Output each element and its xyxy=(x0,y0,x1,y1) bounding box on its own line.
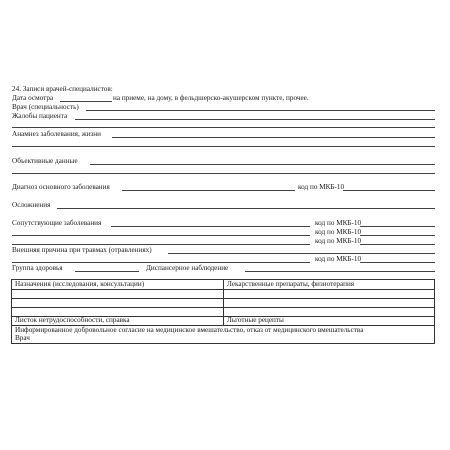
icd-code-line-comorbid-3[interactable] xyxy=(360,244,435,245)
doctor-specialty-label: Врач (специальность) xyxy=(12,103,79,111)
comorbid-label: Сопутствующие заболевания xyxy=(12,219,102,227)
comorbid-line-1[interactable] xyxy=(111,226,310,227)
complaints-label: Жалобы пациента xyxy=(12,112,68,120)
doctor-specialty-line[interactable] xyxy=(86,110,435,111)
anamnesis-label: Анамнез заболевания, жизни xyxy=(12,130,101,138)
dispensary-line[interactable] xyxy=(245,271,435,272)
comorbid-line-2[interactable] xyxy=(12,235,310,236)
main-diagnosis-label: Диагноз основного заболевания xyxy=(12,183,110,191)
objective-data-line-2[interactable] xyxy=(12,173,435,174)
main-diagnosis-line[interactable] xyxy=(122,190,295,191)
consent-doctor-label: Врач xyxy=(15,334,30,342)
icd-code-line-main[interactable] xyxy=(343,190,435,191)
exam-date-blank[interactable] xyxy=(60,101,112,102)
prescriptions-cell[interactable] xyxy=(13,290,222,297)
prescriptions-cell[interactable] xyxy=(13,299,222,306)
prescriptions-header: Назначения (исследования, консультации) xyxy=(15,280,145,288)
complications-line[interactable] xyxy=(57,208,435,209)
table-column-divider xyxy=(223,280,224,325)
consent-text: Информированное добровольное согласие на медицинское вмешательство, отказ от медицинского вмешательства xyxy=(15,326,364,334)
icd-code-line-external[interactable] xyxy=(360,262,435,263)
comorbid-line-3[interactable] xyxy=(12,244,310,245)
prescriptions-table xyxy=(11,279,435,344)
icd-code-label-comorbid-3: код по МКБ-10 xyxy=(315,237,362,245)
anamnesis-line[interactable] xyxy=(112,137,435,138)
exam-date-label: Дата осмотра xyxy=(12,94,54,102)
icd-code-line-comorbid-2[interactable] xyxy=(360,235,435,236)
external-cause-label: Внешняя причина при травмах (отравлениях) xyxy=(12,246,152,254)
exam-places-text: на приеме, на дому, в фельдшерско-акушерском пункте, прочее. xyxy=(113,94,309,102)
complaints-line[interactable] xyxy=(75,119,435,120)
prescriptions-free-label: Льготные рецепты xyxy=(227,316,284,324)
icd-code-label-comorbid-1: код по МКБ-10 xyxy=(315,219,362,227)
anamnesis-line-2[interactable] xyxy=(12,146,435,147)
medications-cell[interactable] xyxy=(225,290,433,297)
section-title: 24. Записи врачей-специалистов: xyxy=(12,85,113,93)
external-cause-line-2[interactable] xyxy=(12,262,310,263)
icd-code-label-comorbid-2: код по МКБ-10 xyxy=(315,228,362,236)
icd-code-line-comorbid-1[interactable] xyxy=(360,226,435,227)
dispensary-label: Диспансерное наблюдение xyxy=(146,264,229,272)
objective-data-line[interactable] xyxy=(90,164,435,165)
table-row-divider xyxy=(12,307,434,308)
complaints-line-2[interactable] xyxy=(12,127,435,128)
medications-header: Лекарственные препараты, физиотерапия xyxy=(227,280,355,288)
health-group-line[interactable] xyxy=(75,271,139,272)
sick-leave-label: Листок нетрудоспособности, справка xyxy=(15,316,130,324)
external-cause-line[interactable] xyxy=(168,253,435,254)
icd-code-label-main: код по МКБ-10 xyxy=(298,183,345,191)
medications-cell[interactable] xyxy=(225,299,433,306)
objective-data-label: Объективные данные xyxy=(12,157,78,165)
icd-code-label-external: код по МКБ-10 xyxy=(315,255,362,263)
complications-label: Осложнения xyxy=(12,201,51,209)
health-group-label: Группа здоровья xyxy=(12,264,63,272)
